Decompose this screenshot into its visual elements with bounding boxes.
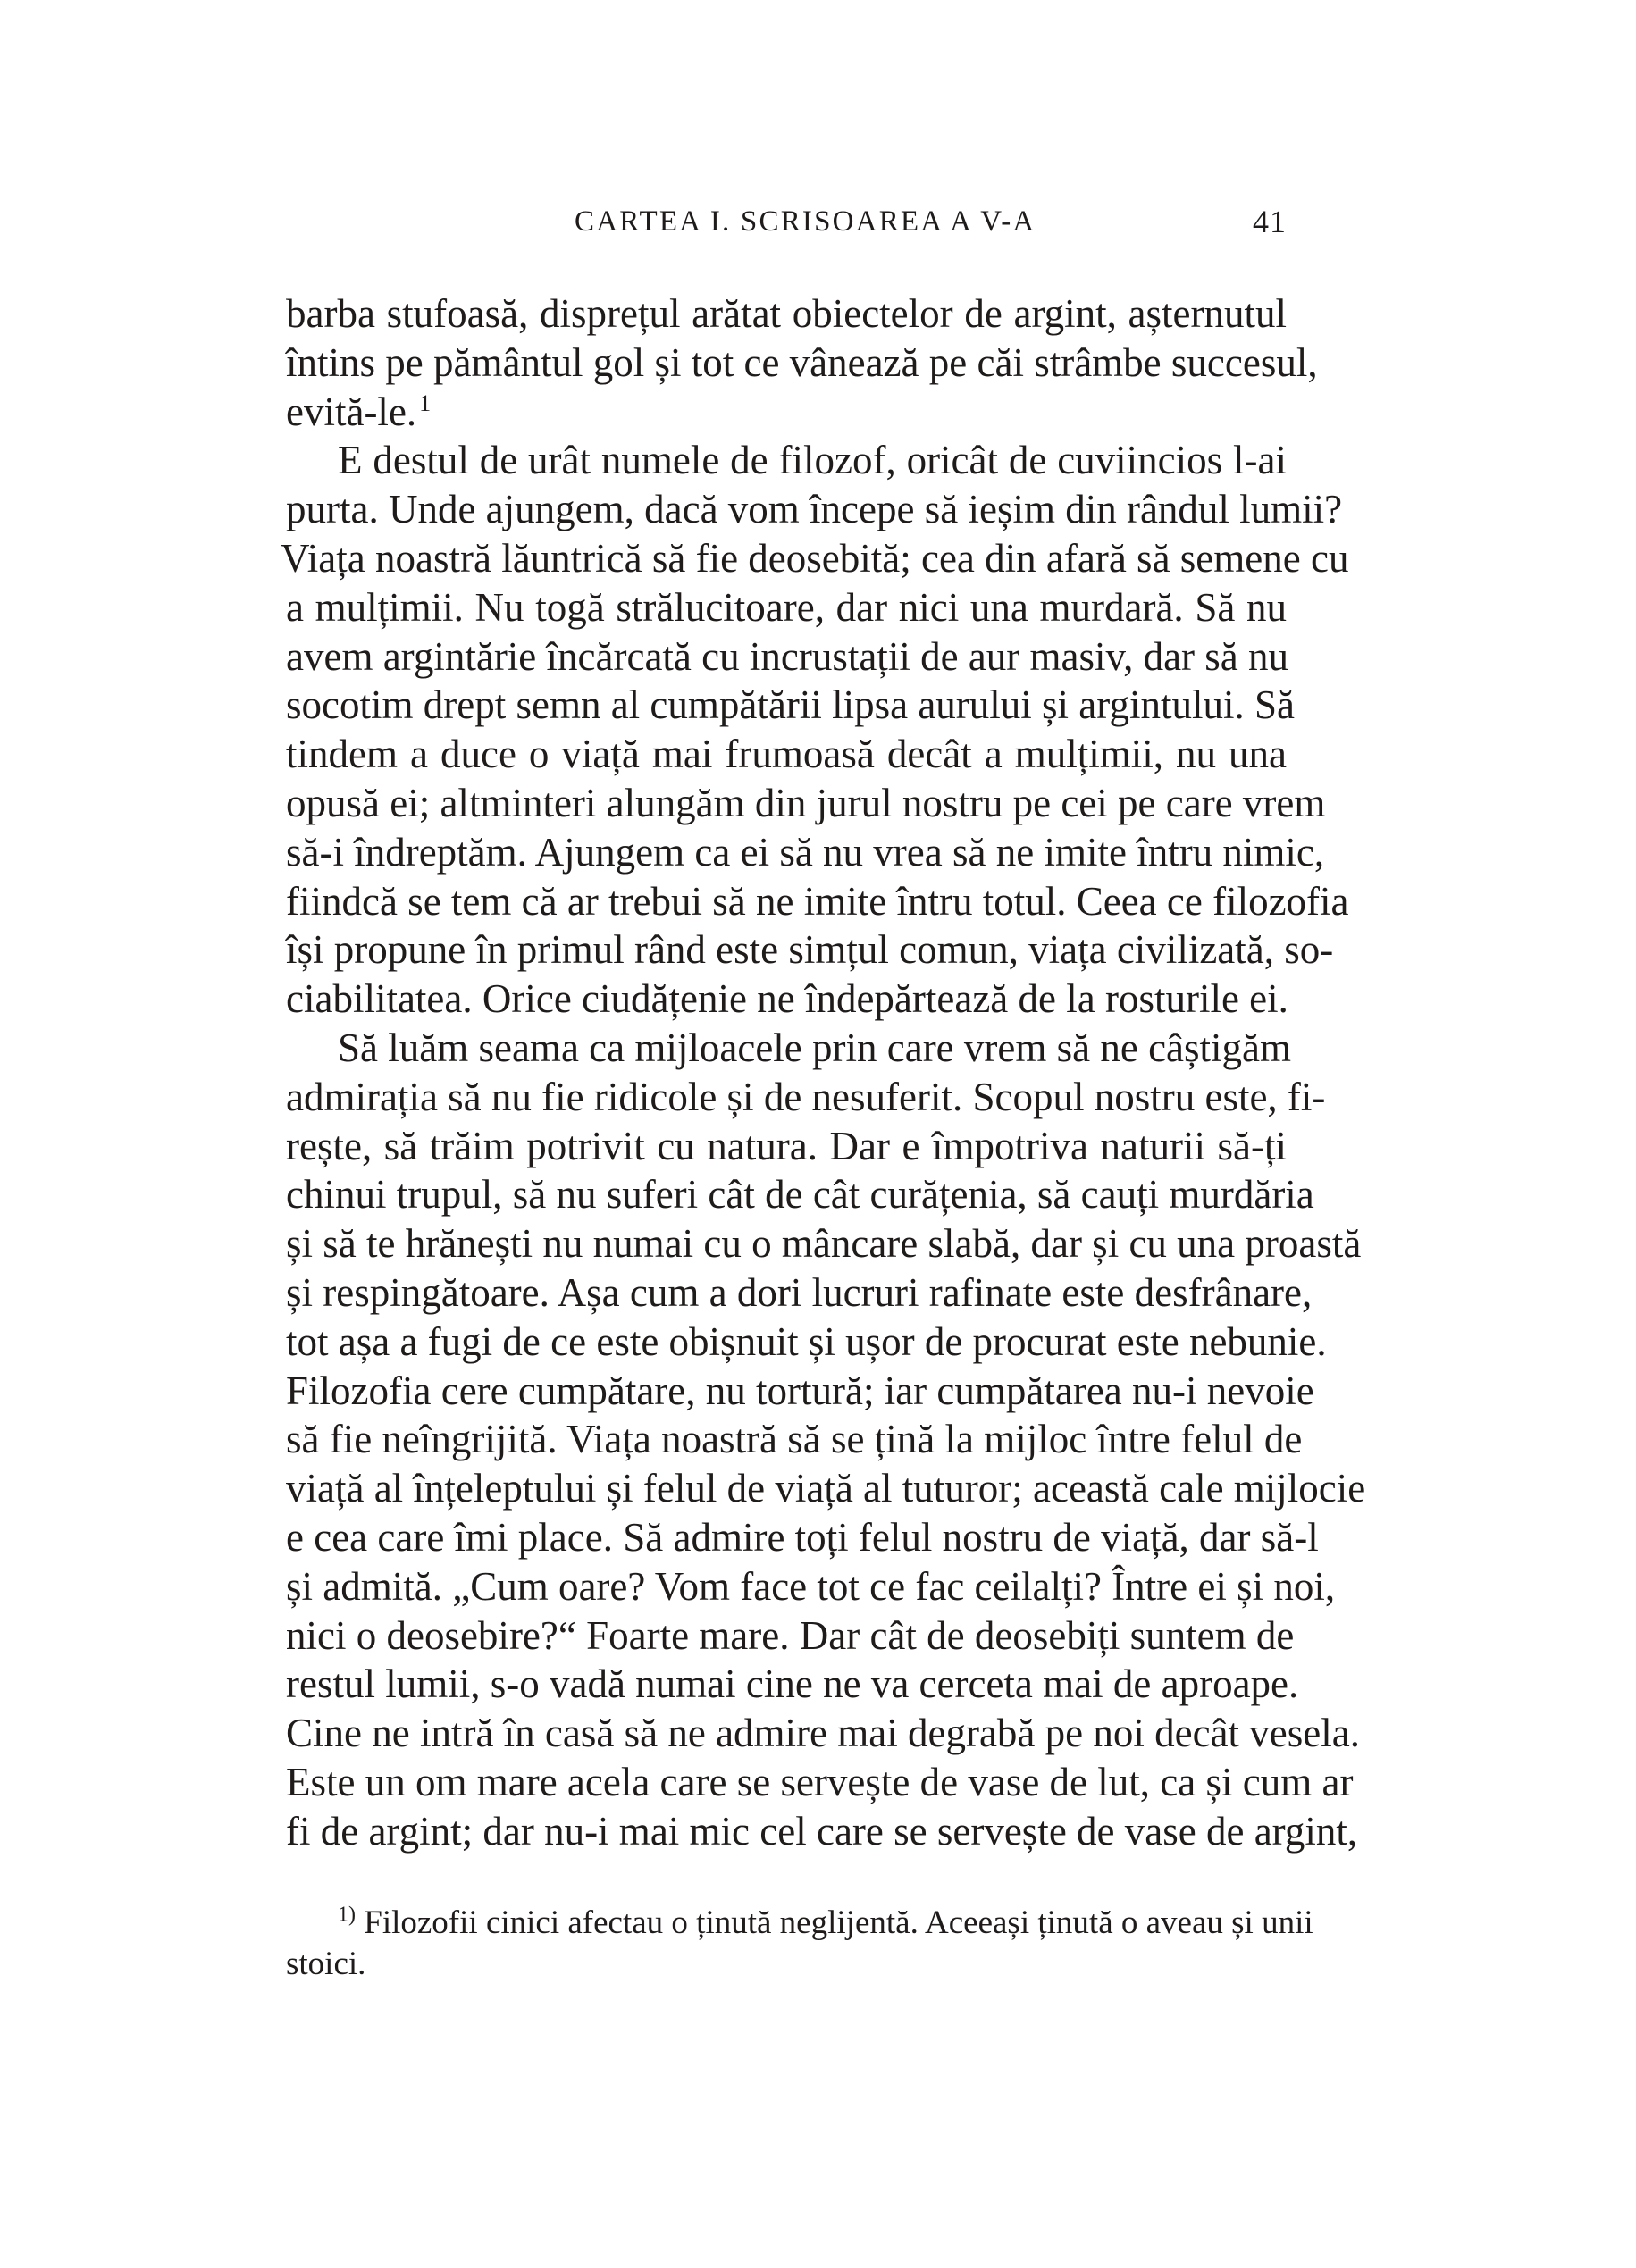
- text-line: e cea care îmi place. Să admire toți felul nostru de viață, dar să-l: [286, 1514, 1319, 1560]
- text-line: și să te hrănești nu numai cu o mâncare slabă, dar și cu una proastă: [286, 1221, 1362, 1267]
- footnote: [286, 1903, 1313, 1984]
- footnote-reference[interactable]: 1: [419, 389, 432, 416]
- running-header: [286, 202, 1287, 241]
- text-line: tindem a duce o viață mai frumoasă decât a mulțimii, nu una: [286, 732, 1287, 777]
- paragraph-start-line: E destul de urât numele de filozof, oricât de cuviincios l-ai: [338, 438, 1287, 483]
- text-line: ciabilitatea. Orice ciudățenie ne îndepărtează de la rosturile ei.: [286, 976, 1288, 1022]
- text-line: tot așa a fugi de ce este obișnuit și ușor de procurat este nebunie.: [286, 1318, 1327, 1364]
- text-line: a mulțimii. Nu togă strălucitoare, dar nici una murdară. Să nu: [286, 584, 1287, 630]
- page-number: 41: [1253, 204, 1287, 239]
- text-line: viață al înțeleptului și felul de viață al tuturor; această cale mijlocie: [286, 1466, 1366, 1511]
- text-line: Este un om mare acela care se servește de vase de lut, ca și cum ar: [286, 1759, 1354, 1804]
- text-line: să fie neîngrijită. Viața noastră să se țină la mijloc între felul de: [286, 1417, 1303, 1462]
- text-line: restul lumii, s-o vadă numai cine ne va cerceta mai de aproape.: [286, 1661, 1299, 1707]
- text-line: opusă ei; altminteri alungăm din jurul nostru pe cei pe care vrem: [286, 780, 1326, 825]
- text-line: chinui trupul, să nu suferi cât de cât curățenia, să cauți murdăria: [286, 1172, 1314, 1218]
- text-line: socotim drept semn al cumpătării lipsa aurului și argintului. Să: [286, 682, 1295, 728]
- text-line: avem argintărie încărcată cu incrustații de aur masiv, dar să nu: [286, 633, 1289, 679]
- text-line: își propune în primul rând este simțul comun, viața civilizată, so-: [286, 927, 1334, 973]
- footnote-line: stoici.: [286, 1945, 366, 1982]
- text-line: întins pe pământul gol și tot ce vânează pe căi strâmbe succesul,: [286, 339, 1318, 385]
- text-line: rește, să trăim potrivit cu natura. Dar e împotriva naturii să-ți: [286, 1123, 1287, 1168]
- text-line: și respingătoare. Așa cum a dori lucruri rafinate este desfrânare,: [286, 1269, 1313, 1315]
- footnote-marker: 1): [338, 1903, 356, 1927]
- text-line: Filozofia cere cumpătare, nu tortură; iar cumpătarea nu-i nevoie: [286, 1368, 1314, 1413]
- text-line: Viața noastră lăuntrică să fie deosebită; cea din afară să semene cu: [281, 535, 1349, 581]
- paragraph-start-line: Să luăm seama ca mijloacele prin care vrem să ne câștigăm: [338, 1025, 1292, 1070]
- footnote-text: Filozofii cinici afectau o ținută neglijentă. Aceeași ținută o aveau și unii: [364, 1904, 1313, 1941]
- text-line: fiindcă se tem că ar trebui să ne imite întru totul. Ceea ce filozofia: [286, 878, 1349, 924]
- body-text: [281, 289, 1366, 1856]
- text-line: fi de argint; dar nu-i mai mic cel care se servește de vase de argint,: [286, 1808, 1358, 1854]
- running-title: CARTEA I. SCRISOAREA A V-A: [575, 205, 1036, 238]
- text-line: [286, 388, 1287, 437]
- footnote-line: [286, 1903, 1313, 1944]
- text-line: purta. Unde ajungem, dacă vom începe să ieșim din rândul lumii?: [286, 487, 1343, 532]
- text-line: să-i îndreptăm. Ajungem ca ei să nu vrea să ne imite întru nimic,: [286, 829, 1325, 875]
- text-line: barba stufoasă, disprețul arătat obiectelor de argint, așternutul: [286, 291, 1287, 336]
- text-line: Cine ne intră în casă să ne admire mai degrabă pe noi decât vesela.: [286, 1711, 1360, 1756]
- text-line-content: evită-le.: [286, 389, 417, 434]
- text-line: și admită. „Cum oare? Vom face tot ce fac ceilalți? Între ei și noi,: [286, 1563, 1336, 1609]
- text-line: admirația să nu fie ridicole și de nesuferit. Scopul nostru este, fi-: [286, 1074, 1326, 1119]
- text-line: nici o deosebire?“ Foarte mare. Dar cât de deosebiți suntem de: [286, 1612, 1295, 1658]
